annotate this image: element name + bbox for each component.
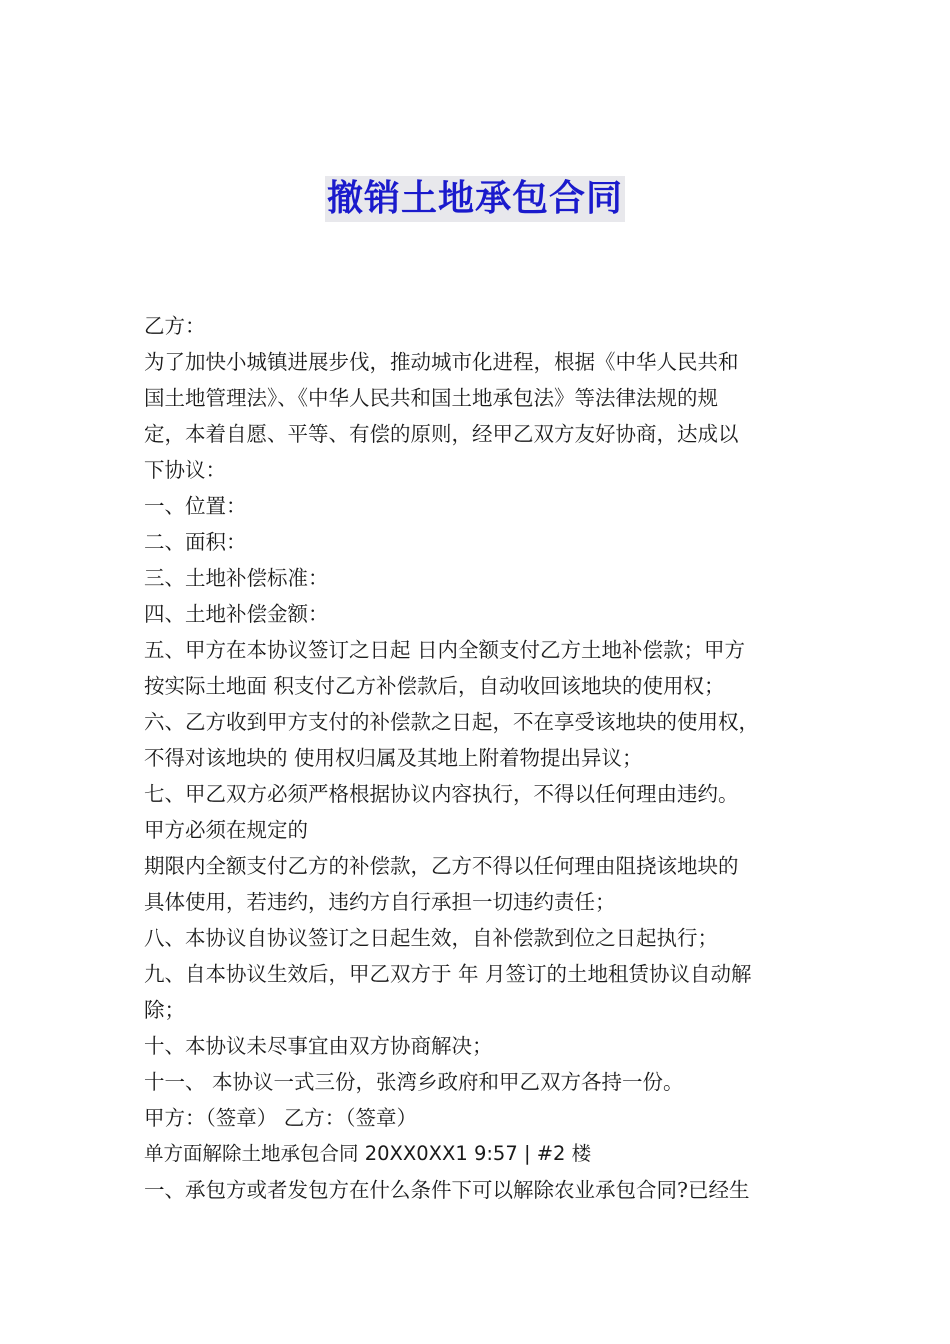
text-line: 八、本协议自协议签订之日起生效，自补偿款到位之日起执行； <box>144 926 718 950</box>
title-container <box>0 176 950 222</box>
text-line: 为了加快小城镇进展步伐，推动城市化进程，根据《中华人民共和 <box>144 350 739 374</box>
text-line: 甲方：（签章） 乙方：（签章） <box>144 1106 418 1130</box>
text-line: 国土地管理法》、《中华人民共和国土地承包法》等法律法规的规 <box>144 386 718 410</box>
text-line: 十一、 本协议一式三份，张湾乡政府和甲乙双方各持一份。 <box>144 1070 684 1094</box>
text-line: 四、土地补偿金额： <box>144 602 329 626</box>
text-line: 一、承包方或者发包方在什么条件下可以解除农业承包合同?已经生 <box>144 1178 750 1202</box>
text-line: 期限内全额支付乙方的补偿款，乙方不得以任何理由阻挠该地块的 <box>144 854 739 878</box>
text-line: 一、位置： <box>144 494 247 518</box>
text-line: 单方面解除土地承包合同 20XX0XX1 9:57 | #2 楼 <box>144 1142 592 1165</box>
text-line: 六、乙方收到甲方支付的补偿款之日起，不在享受该地块的使用权， <box>144 710 759 734</box>
text-line: 三、土地补偿标准： <box>144 566 329 590</box>
text-line: 不得对该地块的 使用权归属及其地上附着物提出异议； <box>144 746 643 770</box>
document-title: 撤销土地承包合同 <box>325 176 625 222</box>
text-line: 二、面积： <box>144 530 247 554</box>
text-line: 十、本协议未尽事宜由双方协商解决； <box>144 1034 493 1058</box>
document-body <box>144 308 816 1208</box>
text-line: 甲方必须在规定的 <box>144 818 308 842</box>
text-line: 乙方： <box>144 314 206 338</box>
text-line: 具体使用，若违约，违约方自行承担一切违约责任； <box>144 890 616 914</box>
text-line: 下协议： <box>144 458 226 482</box>
text-line: 按实际土地面 积支付乙方补偿款后，自动收回该地块的使用权； <box>144 674 725 698</box>
text-line: 定，本着自愿、平等、有偿的原则，经甲乙双方友好协商，达成以 <box>144 422 739 446</box>
text-line: 五、甲方在本协议签订之日起 日内全额支付乙方土地补偿款；甲方 <box>144 638 746 662</box>
text-line: 九、自本协议生效后，甲乙双方于 年 月签订的土地租赁协议自动解 <box>144 962 752 986</box>
text-line: 除； <box>144 998 185 1022</box>
text-line: 七、甲乙双方必须严格根据协议内容执行，不得以任何理由违约。 <box>144 782 739 806</box>
